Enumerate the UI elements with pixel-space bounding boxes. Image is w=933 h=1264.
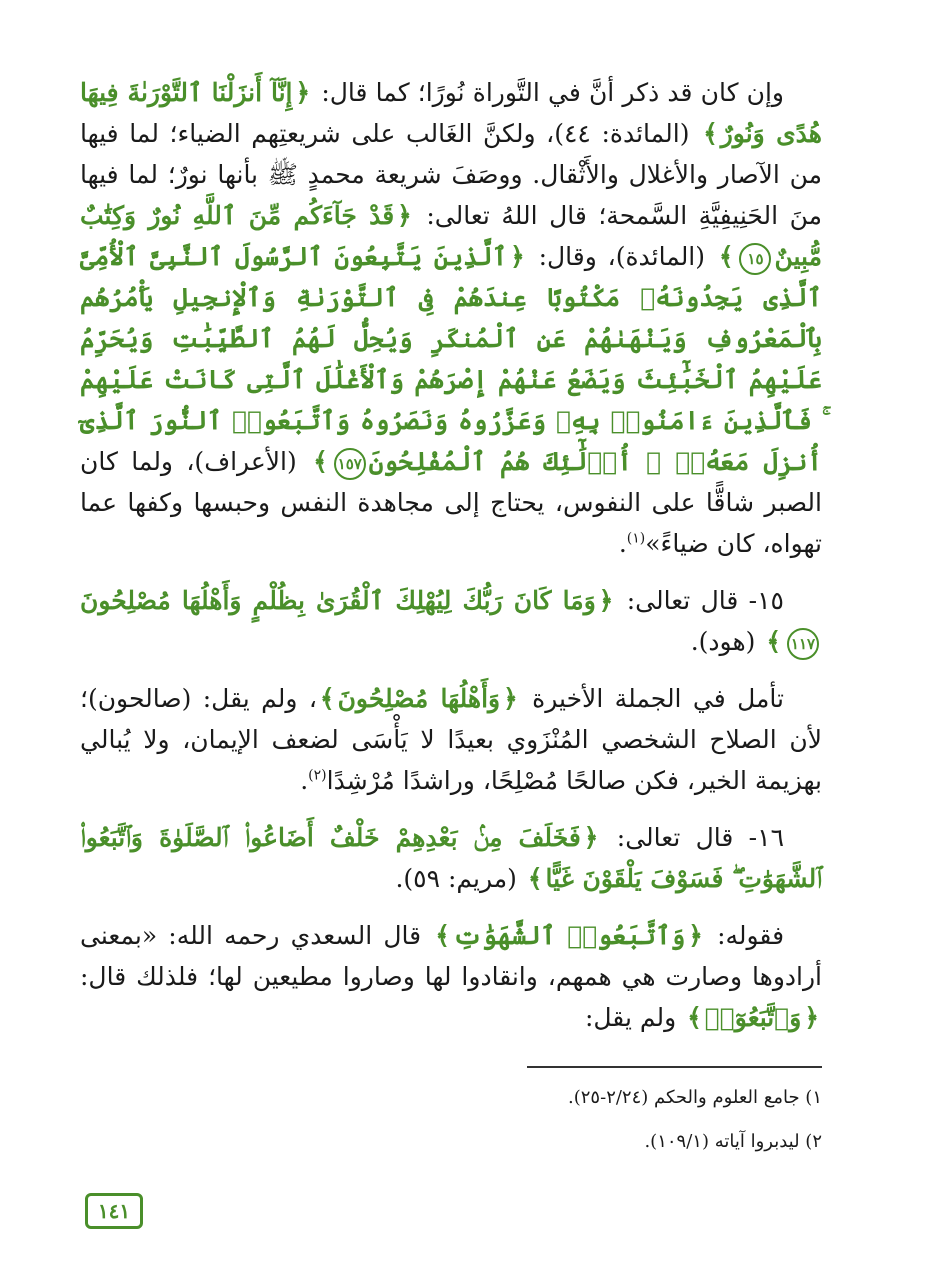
paragraph-2	[80, 580, 822, 662]
quran-verse: إِنَّآ أَنزَلْنَا ٱلتَّوْرَىٰةَ فِيهَا هُدًى وَنُورٌ	[80, 78, 822, 148]
text: .	[300, 766, 309, 795]
text: قال السعدي رحمه الله: «بمعنى أرادوها وصارت هي همهم، وانقادوا لها وصاروا مطيعين لها؛ فلذلك قال:	[80, 921, 822, 991]
verse-number-badge: ١٥	[739, 243, 771, 275]
paragraph-1	[80, 72, 822, 564]
footnote-separator	[527, 1066, 822, 1068]
paragraph-3	[80, 678, 822, 801]
footnote-reference[interactable]: (٢)	[308, 767, 327, 784]
quran-open-bracket: ﴿	[804, 1003, 819, 1032]
text: (المائدة: ٤٤)، ولكنَّ الغَالب على شريعتِهم الضياء؛ لما فيها من الآصار والأغلال والأَثْقال. ووصَفَ شريعة محمدٍ ﷺ بأنها نورٌ؛ لما فيها منَ الحَنِيفِيَّةِ السَّمحة؛ قال اللهُ تعالى:	[80, 119, 822, 230]
quran-verse: ٱلَّذِينَ يَتَّبِعُونَ ٱلرَّسُولَ ٱلنَّبِىَّ ٱلْأُمِّىَّ ٱلَّذِى يَجِدُونَهُۥ مَكْتُوبًا عِندَهُمْ فِى ٱلتَّوْرَىٰةِ وَٱلْإِنجِيلِ يَأْمُرُهُم بِٱلْمَعْرُوفِ وَيَنْهَىٰهُمْ عَنِ ٱلْمُنكَرِ وَيُحِلُّ لَهُمُ ٱلطَّيِّبَٰتِ وَيُحَرِّمُ عَلَيْهِمُ ٱلْخَبَٰٓئِثَ وَيَضَعُ عَنْهُمْ إِصْرَهُمْ وَٱلْأَغْلَٰلَ ٱلَّتِى كَانَتْ عَلَيْهِمْ ۚ فَٱلَّذِينَ ءَامَنُوا۟ بِهِۦ وَعَزَّرُوهُ وَنَصَرُوهُ وَٱتَّبَعُوا۟ ٱلنُّورَ ٱلَّذِىٓ أُنزِلَ مَعَهُۥٓ ۙ أُو۟لَٰٓئِكَ هُمُ ٱلْمُفْلِحُونَ	[80, 242, 822, 476]
text: (مريم: ٥٩).	[395, 864, 525, 893]
quran-close-bracket: ﴾	[319, 684, 335, 713]
quran-verse: وَٱتَّبَعُوٓا۟	[704, 1003, 802, 1032]
footnote-2: ٢) ليدبروا آياته (١٠٩/١).	[644, 1131, 822, 1152]
quran-close-bracket: ﴾	[687, 1003, 702, 1032]
quran-close-bracket: ﴾	[313, 447, 328, 476]
text: تأمل في الجملة الأخيرة	[520, 684, 784, 713]
quran-close-bracket: ﴾	[703, 119, 718, 148]
text: ١٥- قال تعالى:	[616, 586, 784, 615]
quran-close-bracket: ﴾	[766, 627, 781, 656]
text: ، ولم يقل: (صالحون)؛ لأن الصلاح الشخصي المُنْزَوي بعيدًا لا يَأْسَى لضعف الإيمان، ولا يُبالي بهزيمة الخير، فكن صالحًا مُصْلِحًا، وراشدًا مُرْشِدًا	[80, 684, 822, 795]
quran-close-bracket: ﴾	[435, 921, 450, 950]
quran-verse: قَدْ جَآءَكُم مِّنَ ٱللَّهِ نُورٌ وَكِتَٰبٌ مُّبِينٌ	[80, 201, 822, 271]
quran-verse: وَمَا كَانَ رَبُّكَ لِيُهْلِكَ ٱلْقُرَىٰ بِظُلْمٍ وَأَهْلُهَا مُصْلِحُونَ	[80, 586, 596, 615]
quran-open-bracket: ﴿	[583, 823, 599, 852]
quran-verse: وَٱتَّبَعُوا۟ ٱلشَّهَوَٰتِ	[452, 921, 686, 950]
verse-number-badge: ١١٧	[787, 628, 819, 660]
text: ولم يقل:	[584, 1003, 685, 1032]
quran-open-bracket: ﴿	[510, 242, 525, 271]
quran-close-bracket: ﴾	[527, 864, 543, 893]
page-body	[80, 72, 822, 1054]
footnote-1: ١) جامع العلوم والحكم (٢/٢٤-٢٥).	[568, 1087, 822, 1108]
verse-number-badge: ١٥٧	[334, 448, 366, 480]
paragraph-4	[80, 817, 822, 899]
page-number: ١٤١	[85, 1193, 143, 1229]
footnote-reference[interactable]: (١)	[626, 530, 646, 547]
text: وإن كان قد ذكر أنَّ في التَّوراة نُورًا؛ كما قال:	[313, 78, 785, 107]
quran-open-bracket: ﴿	[598, 586, 614, 615]
text: (الأعراف)، ولما كان الصبر شاقًّا على النفوس، يحتاج إلى مجاهدة النفس وحبسها وكفها عما تهواه، كان ضياءً»	[80, 447, 822, 558]
quran-open-bracket: ﴿	[503, 684, 518, 713]
text: (هود).	[690, 627, 764, 656]
paragraph-5	[80, 915, 822, 1038]
text: فقوله:	[705, 921, 785, 950]
quran-verse: وَأَهْلُهَا مُصْلِحُونَ	[337, 684, 501, 713]
quran-verse: فَخَلَفَ مِنۢ بَعْدِهِمْ خَلْفٌ أَضَاعُوا۟ ٱلصَّلَوٰةَ وَٱتَّبَعُوا۟ ٱلشَّهَوَٰتِ ۖ فَسَوْفَ يَلْقَوْنَ غَيًّا	[80, 823, 822, 893]
text: (المائدة)، وقال:	[527, 242, 716, 271]
quran-open-bracket: ﴿	[295, 78, 311, 107]
quran-close-bracket: ﴾	[718, 242, 734, 271]
text: .	[618, 529, 627, 558]
quran-open-bracket: ﴿	[688, 921, 703, 950]
quran-open-bracket: ﴿	[397, 201, 412, 230]
footnotes	[80, 1086, 822, 1174]
text: ١٦- قال تعالى:	[601, 823, 784, 852]
